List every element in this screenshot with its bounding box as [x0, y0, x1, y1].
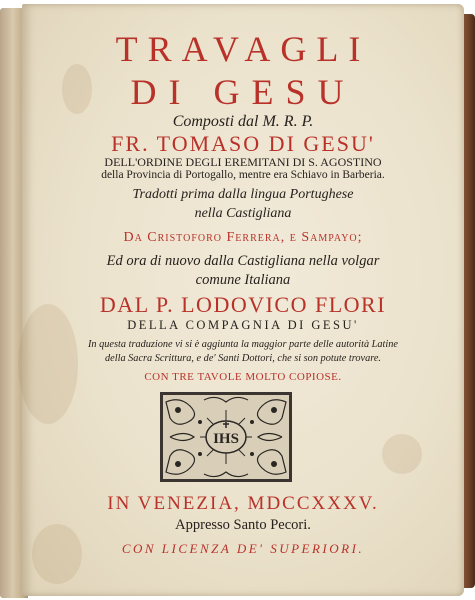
now-line-1: Ed ora di nuovo dalla Castigliana nella volgar: [106, 253, 380, 269]
translated-line-2: nella Castigliana: [194, 206, 292, 221]
now-line-2: comune Italiana: [195, 272, 291, 288]
license-line: CON LICENZA DE' SUPERIORI.: [121, 541, 365, 556]
title-line-1: TRAVAGLI: [115, 29, 371, 69]
ihs-woodcut-emblem: [160, 392, 292, 482]
province-line: della Provincia di Portogallo, mentre era Schiavo in Barberia.: [101, 169, 385, 181]
company-line: DELLA COMPAGNIA DI GESU': [127, 318, 359, 332]
second-translator: DAL P. LODOVICO FLORI: [99, 292, 387, 317]
first-translator: Da Cristoforo Ferrera, e Sampayo;: [123, 230, 363, 245]
composed-by: Composti dal M. R. P.: [172, 113, 314, 130]
note-line-1: In questa traduzione vi si è aggiunta la maggior parte delle autorità Latine: [87, 339, 399, 350]
printer-line: Appresso Santo Pecori.: [175, 517, 311, 533]
religious-order: DELL'ORDINE DEGLI EREMITANI DI S. AGOSTINO: [104, 155, 382, 169]
place-and-date: IN VENEZIA, MDCCXXXV.: [107, 493, 379, 514]
ihs-monogram: IHS: [213, 431, 239, 447]
translated-line-1: Tradotti prima dalla lingua Portughese: [132, 187, 354, 202]
title-line-2: DI GESU: [130, 72, 356, 112]
tables-line: CON TRE TAVOLE MOLTO COPIOSE.: [144, 371, 342, 383]
note-line-2: della Sacra Scrittura, e de' Santi Dottori, che si son potute trovare.: [105, 353, 381, 364]
author-name: FR. TOMASO DI GESU': [111, 131, 375, 156]
